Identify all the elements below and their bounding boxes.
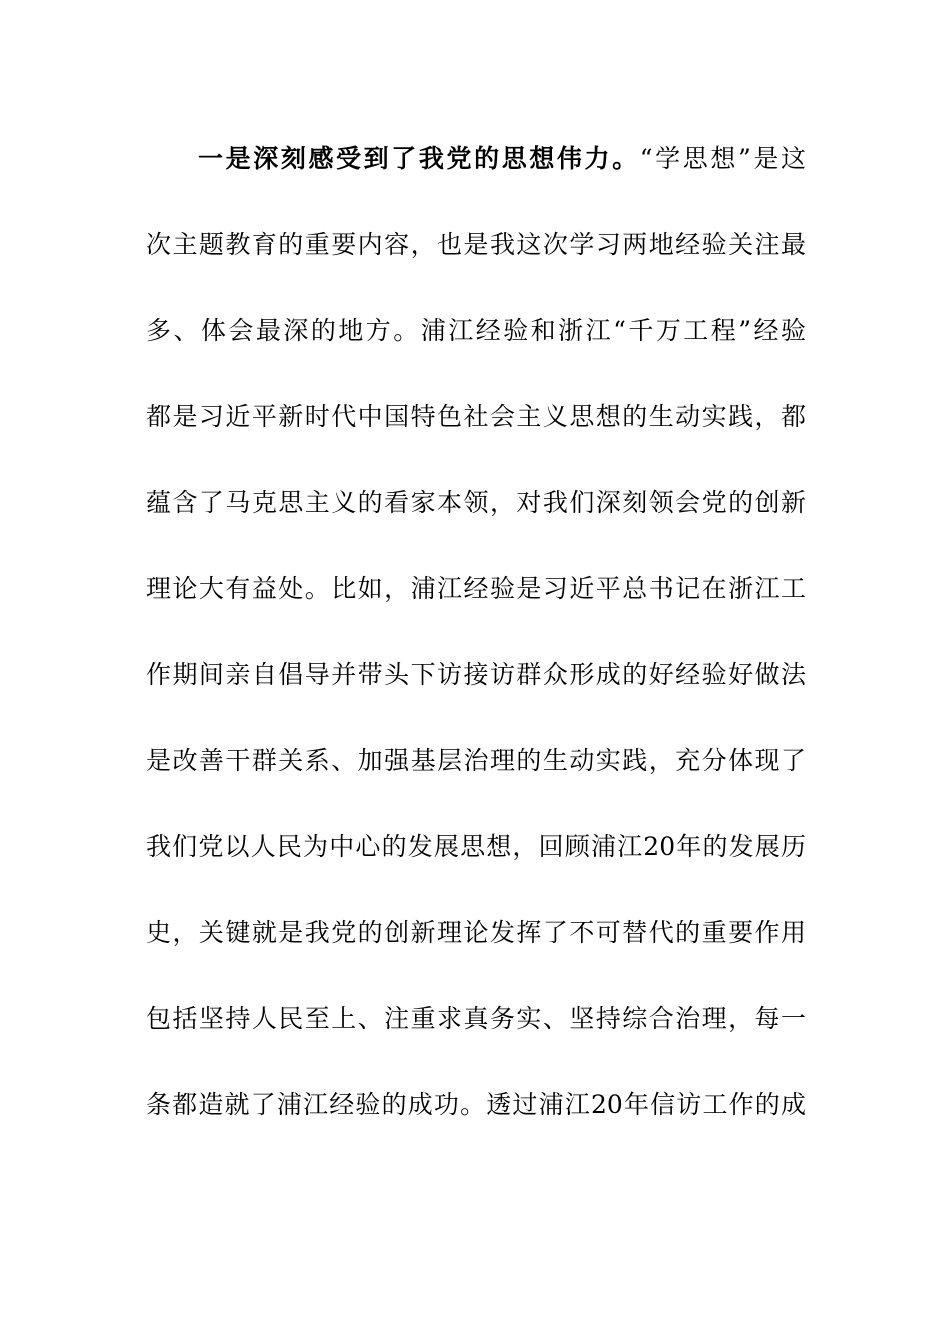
- paragraph-line-11: 包括坚持人民至上、注重求真务实、坚持综合治理，每一: [146, 1004, 806, 1033]
- paragraph-line-9: 我们党以人民为中心的发展思想，回顾浦江20年的发展历: [146, 832, 806, 861]
- paragraph-line-2: 次主题教育的重要内容，也是我这次学习两地经验关注最: [146, 230, 806, 259]
- paragraph-line-3: 多、体会最深的地方。浦江经验和浙江“千万工程”经验: [146, 316, 806, 345]
- paragraph-line-1: [198, 139, 806, 179]
- paragraph-line-4: 都是习近平新时代中国特色社会主义思想的生动实践，都: [146, 402, 806, 431]
- paragraph-line-7: 作期间亲自倡导并带头下访接访群众形成的好经验好做法: [146, 660, 806, 689]
- line-text-1: “学思想”是这: [639, 144, 806, 173]
- paragraph-line-12: 条都造就了浦江经验的成功。透过浦江20年信访工作的成: [146, 1090, 806, 1119]
- paragraph-line-8: 是改善干群关系、加强基层治理的生动实践，充分体现了: [146, 746, 806, 775]
- paragraph-line-10: 史，关键就是我党的创新理论发挥了不可替代的重要作用: [146, 918, 806, 947]
- paragraph-line-6: 理论大有益处。比如，浦江经验是习近平总书记在浙江工: [146, 574, 806, 603]
- paragraph-line-5: 蕴含了马克思主义的看家本领，对我们深刻领会党的创新: [146, 488, 806, 517]
- lead-heading: 一是深刻感受到了我党的思想伟力。: [198, 144, 640, 173]
